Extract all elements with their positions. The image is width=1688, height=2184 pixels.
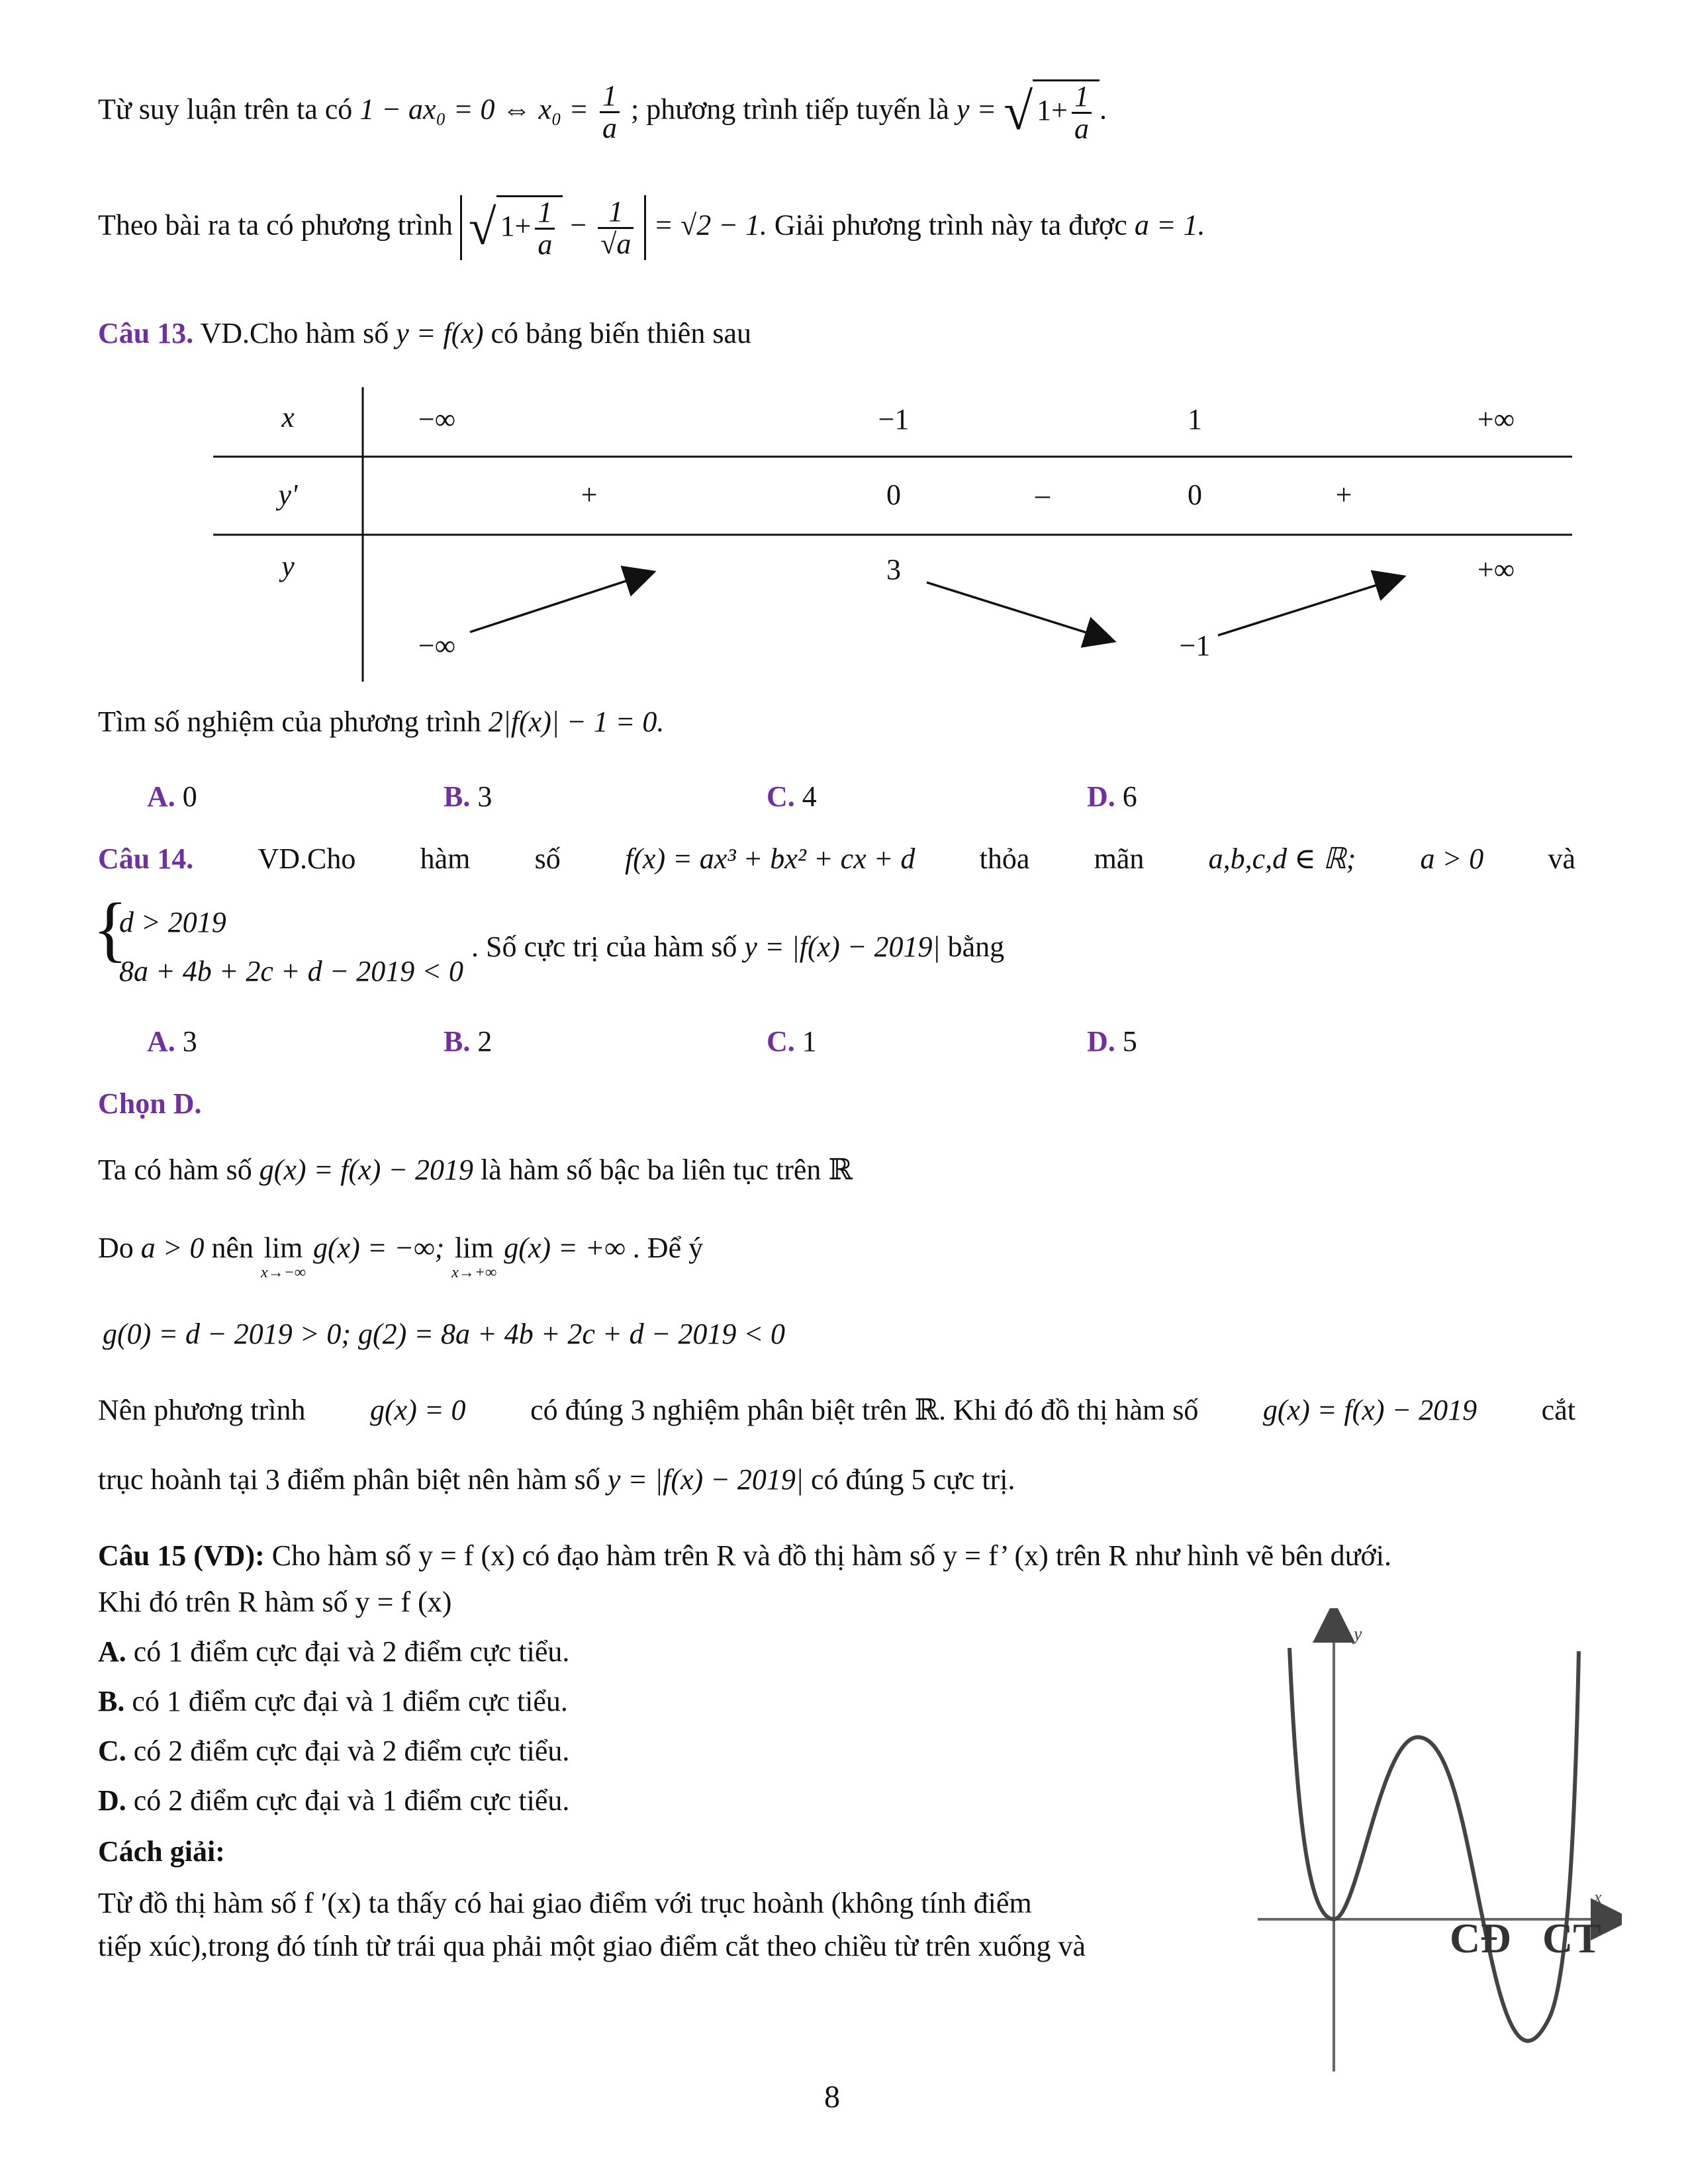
q15-heading: Câu 15 (VD): Cho hàm số y = f (x) có đạo hàm trên R và đồ thị hàm số y = f’ (x) trên R như hình vẽ bên dưới. [98,1539,1391,1572]
yprime-val: + [1335,478,1352,511]
y-val: 3 [886,553,901,586]
arrow-down [927,582,1112,641]
q14-solution-1: Ta có hàm số g(x) = f(x) − 2019 là hàm số bậc ba liên tục trên ℝ [98,1154,853,1186]
ct-label: CT [1542,1915,1601,1962]
q13-option-b[interactable]: B. 3 [444,780,492,813]
q14-option-d[interactable]: D. 5 [1087,1025,1137,1058]
q15-solution-2: tiếp xúc),trong đó tính từ trái qua phải một giao điểm cắt theo chiều từ trên xuống và [98,1930,1086,1962]
arrow-up-2 [1218,577,1402,635]
q14-continued: . Số cực trị của hàm số y = |f(x) − 2019| bằng [471,931,1005,963]
system-line-2: 8a + 4b + 2c + d − 2019 < 0 [119,955,463,987]
y-val: −∞ [418,629,456,662]
q14-solution-5: trục hoành tại 3 điểm phân biệt nên hàm số y = |f(x) − 2019| có đúng 5 cực trị. [98,1463,1015,1496]
x-val: 1 [1188,403,1202,435]
y-val: +∞ [1477,553,1515,586]
system-brace: { [93,888,128,969]
yprime-val: 0 [886,478,901,511]
page-number: 8 [824,2079,840,2115]
q15-option-d[interactable]: D. có 2 điểm cực đại và 1 điểm cực tiểu. [98,1784,570,1817]
q15-heading-2: Khi đó trên R hàm số y = f (x) [98,1586,452,1618]
x-axis-label: x [1594,1888,1602,1907]
system-line-1: d > 2019 [119,906,226,938]
row-label-x: x [281,401,295,433]
q13-option-a[interactable]: A. 0 [147,780,197,813]
cd-label: CĐ [1450,1915,1511,1962]
x-val: −1 [878,403,910,435]
q14-option-c[interactable]: C. 1 [767,1025,817,1058]
q14-heading: Câu 14. VD.Cho hàm số f(x) = ax³ + bx² + cx + d thỏa mãn a,b,c,d ∈ ℝ; a > 0 và [98,842,1575,875]
yprime-val: – [1035,478,1050,511]
q15-option-b[interactable]: B. có 1 điểm cực đại và 1 điểm cực tiểu. [98,1685,568,1717]
q14-option-a[interactable]: A. 3 [147,1025,197,1058]
q15-solution-label: Cách giải: [98,1835,225,1868]
derivative-graph [1251,1608,1622,2085]
y-axis-label: y [1354,1624,1362,1645]
yprime-val: + [581,478,598,511]
q14-solution-3: g(0) = d − 2019 > 0; g(2) = 8a + 4b + 2c + d − 2019 < 0 [103,1318,786,1350]
q14-solution-2: Do a > 0 nên lim x→−∞ g(x) = −∞; lim x→+∞ g(x) = +∞ . Để ý [98,1232,704,1281]
q15-option-c[interactable]: C. có 2 điểm cực đại và 2 điểm cực tiểu. [98,1735,570,1767]
row-label-y: y [281,550,295,582]
q13-heading: Câu 13. VD.Cho hàm số y = f(x) có bảng biến thiên sau [98,317,751,349]
arrow-up-1 [470,572,652,632]
q15-solution-1: Từ đồ thị hàm số f ′(x) ta thấy có hai giao điểm với trục hoành (không tính điểm [98,1887,1032,1919]
x-val: −∞ [418,403,456,435]
q14-option-b[interactable]: B. 2 [444,1025,492,1058]
q15-option-a[interactable]: A. có 1 điểm cực đại và 2 điểm cực tiểu. [98,1635,570,1668]
row-label-yprime: y' [278,478,298,511]
q14-answer: Chọn D. [98,1087,202,1120]
x-val: +∞ [1477,403,1515,435]
q13-question: Tìm số nghiệm của phương trình 2|f(x)| − 1 = 0. [98,705,665,738]
yprime-val: 0 [1188,478,1202,511]
intro-line-1: Từ suy luận trên ta có 1 − ax₀ = 0 ⇔ x₀ = $\frac{1}{a}$ ; phương trình tiếp tuyến là y = √ 1+ $\frac{1}{a}$ . [98,79,1107,146]
intro-line-2: Theo bài ra ta có phương trình √ 1+ $\frac{1}{a}$ − $\frac{1}{√a}$ = √2 − 1. Giải phương trình này ta được a = 1. [98,195,1205,261]
q14-solution-4: Nên phương trình g(x) = 0 có đúng 3 nghiệm phân biệt trên ℝ. Khi đó đồ thị hàm số g(x) = f(x) − 2019 cắt [98,1394,1575,1426]
q13-option-d[interactable]: D. 6 [1087,780,1137,813]
q13-option-c[interactable]: C. 4 [767,780,817,813]
y-val: −1 [1179,629,1211,662]
